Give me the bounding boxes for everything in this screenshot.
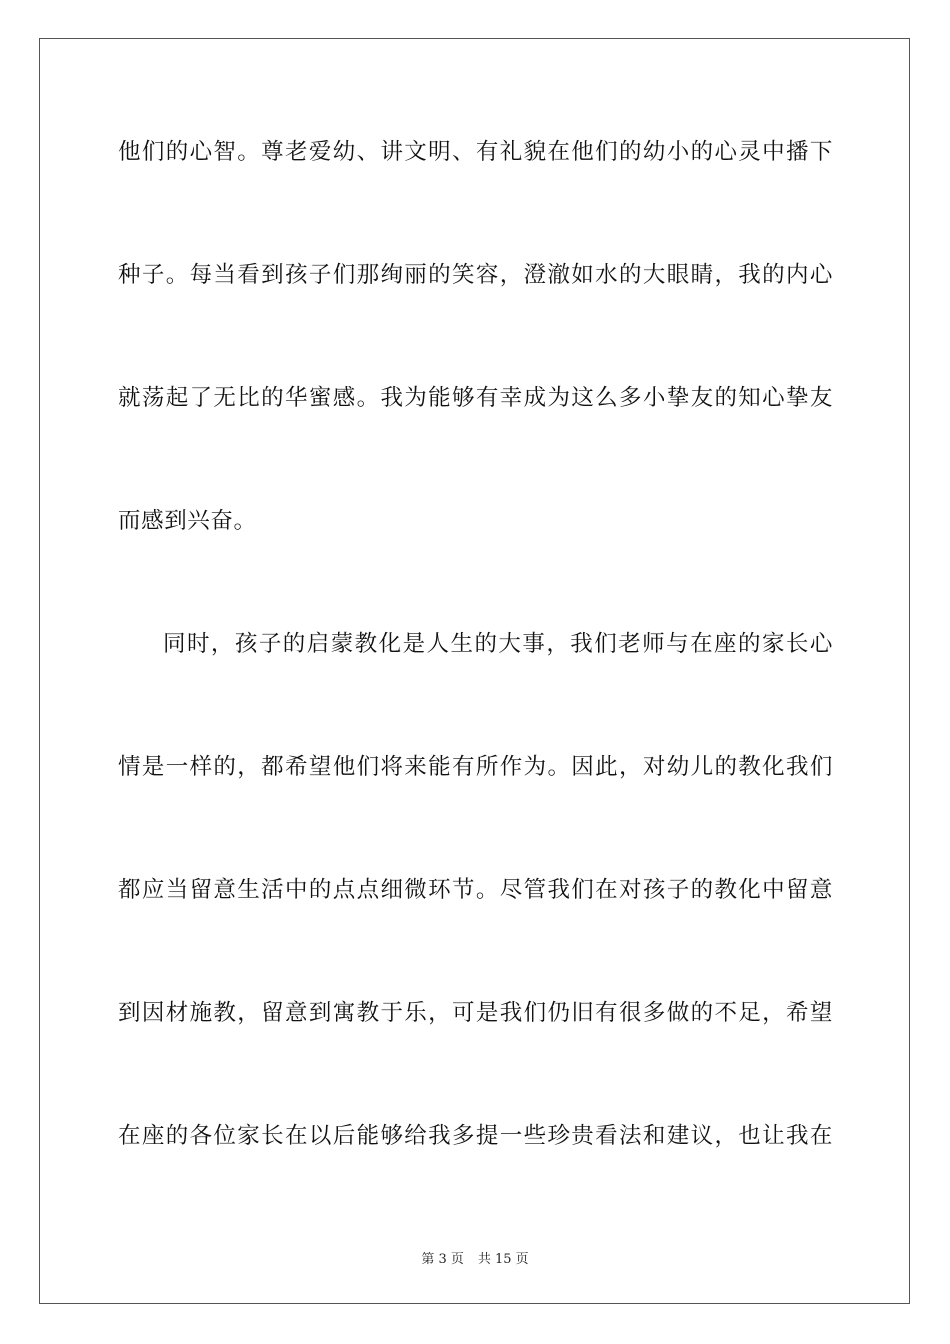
text-line: 他们的心智。尊老爱幼、讲文明、有礼貌在他们的幼小的心灵中播下 <box>118 139 833 165</box>
page-number: 第 3 页 <box>421 1252 464 1267</box>
page-total: 共 15 页 <box>477 1252 529 1267</box>
text-line: 就荡起了无比的华蜜感。我为能够有幸成为这么多小挚友的知心挚友 <box>118 385 833 411</box>
text-line: 同时，孩子的启蒙教化是人生的大事，我们老师与在座的家长心 <box>163 631 833 657</box>
text-line: 在座的各位家长在以后能够给我多提一些珍贵看法和建议，也让我在 <box>118 1123 833 1149</box>
text-line: 都应当留意生活中的点点细微环节。尽管我们在对孩子的教化中留意 <box>118 877 833 903</box>
paragraph-2 <box>118 624 833 1157</box>
text-line: 种子。每当看到孩子们那绚丽的笑容，澄澈如水的大眼睛，我的内心 <box>118 262 833 288</box>
text-line: 而感到兴奋。 <box>118 508 257 534</box>
text-line: 到因材施教，留意到寓教于乐，可是我们仍旧有很多做的不足，希望 <box>118 1000 833 1026</box>
document-body <box>118 132 833 1157</box>
text-line: 情是一样的，都希望他们将来能有所作为。因此，对幼儿的教化我们 <box>118 754 833 780</box>
paragraph-1 <box>118 132 833 624</box>
page-footer <box>0 1248 950 1267</box>
